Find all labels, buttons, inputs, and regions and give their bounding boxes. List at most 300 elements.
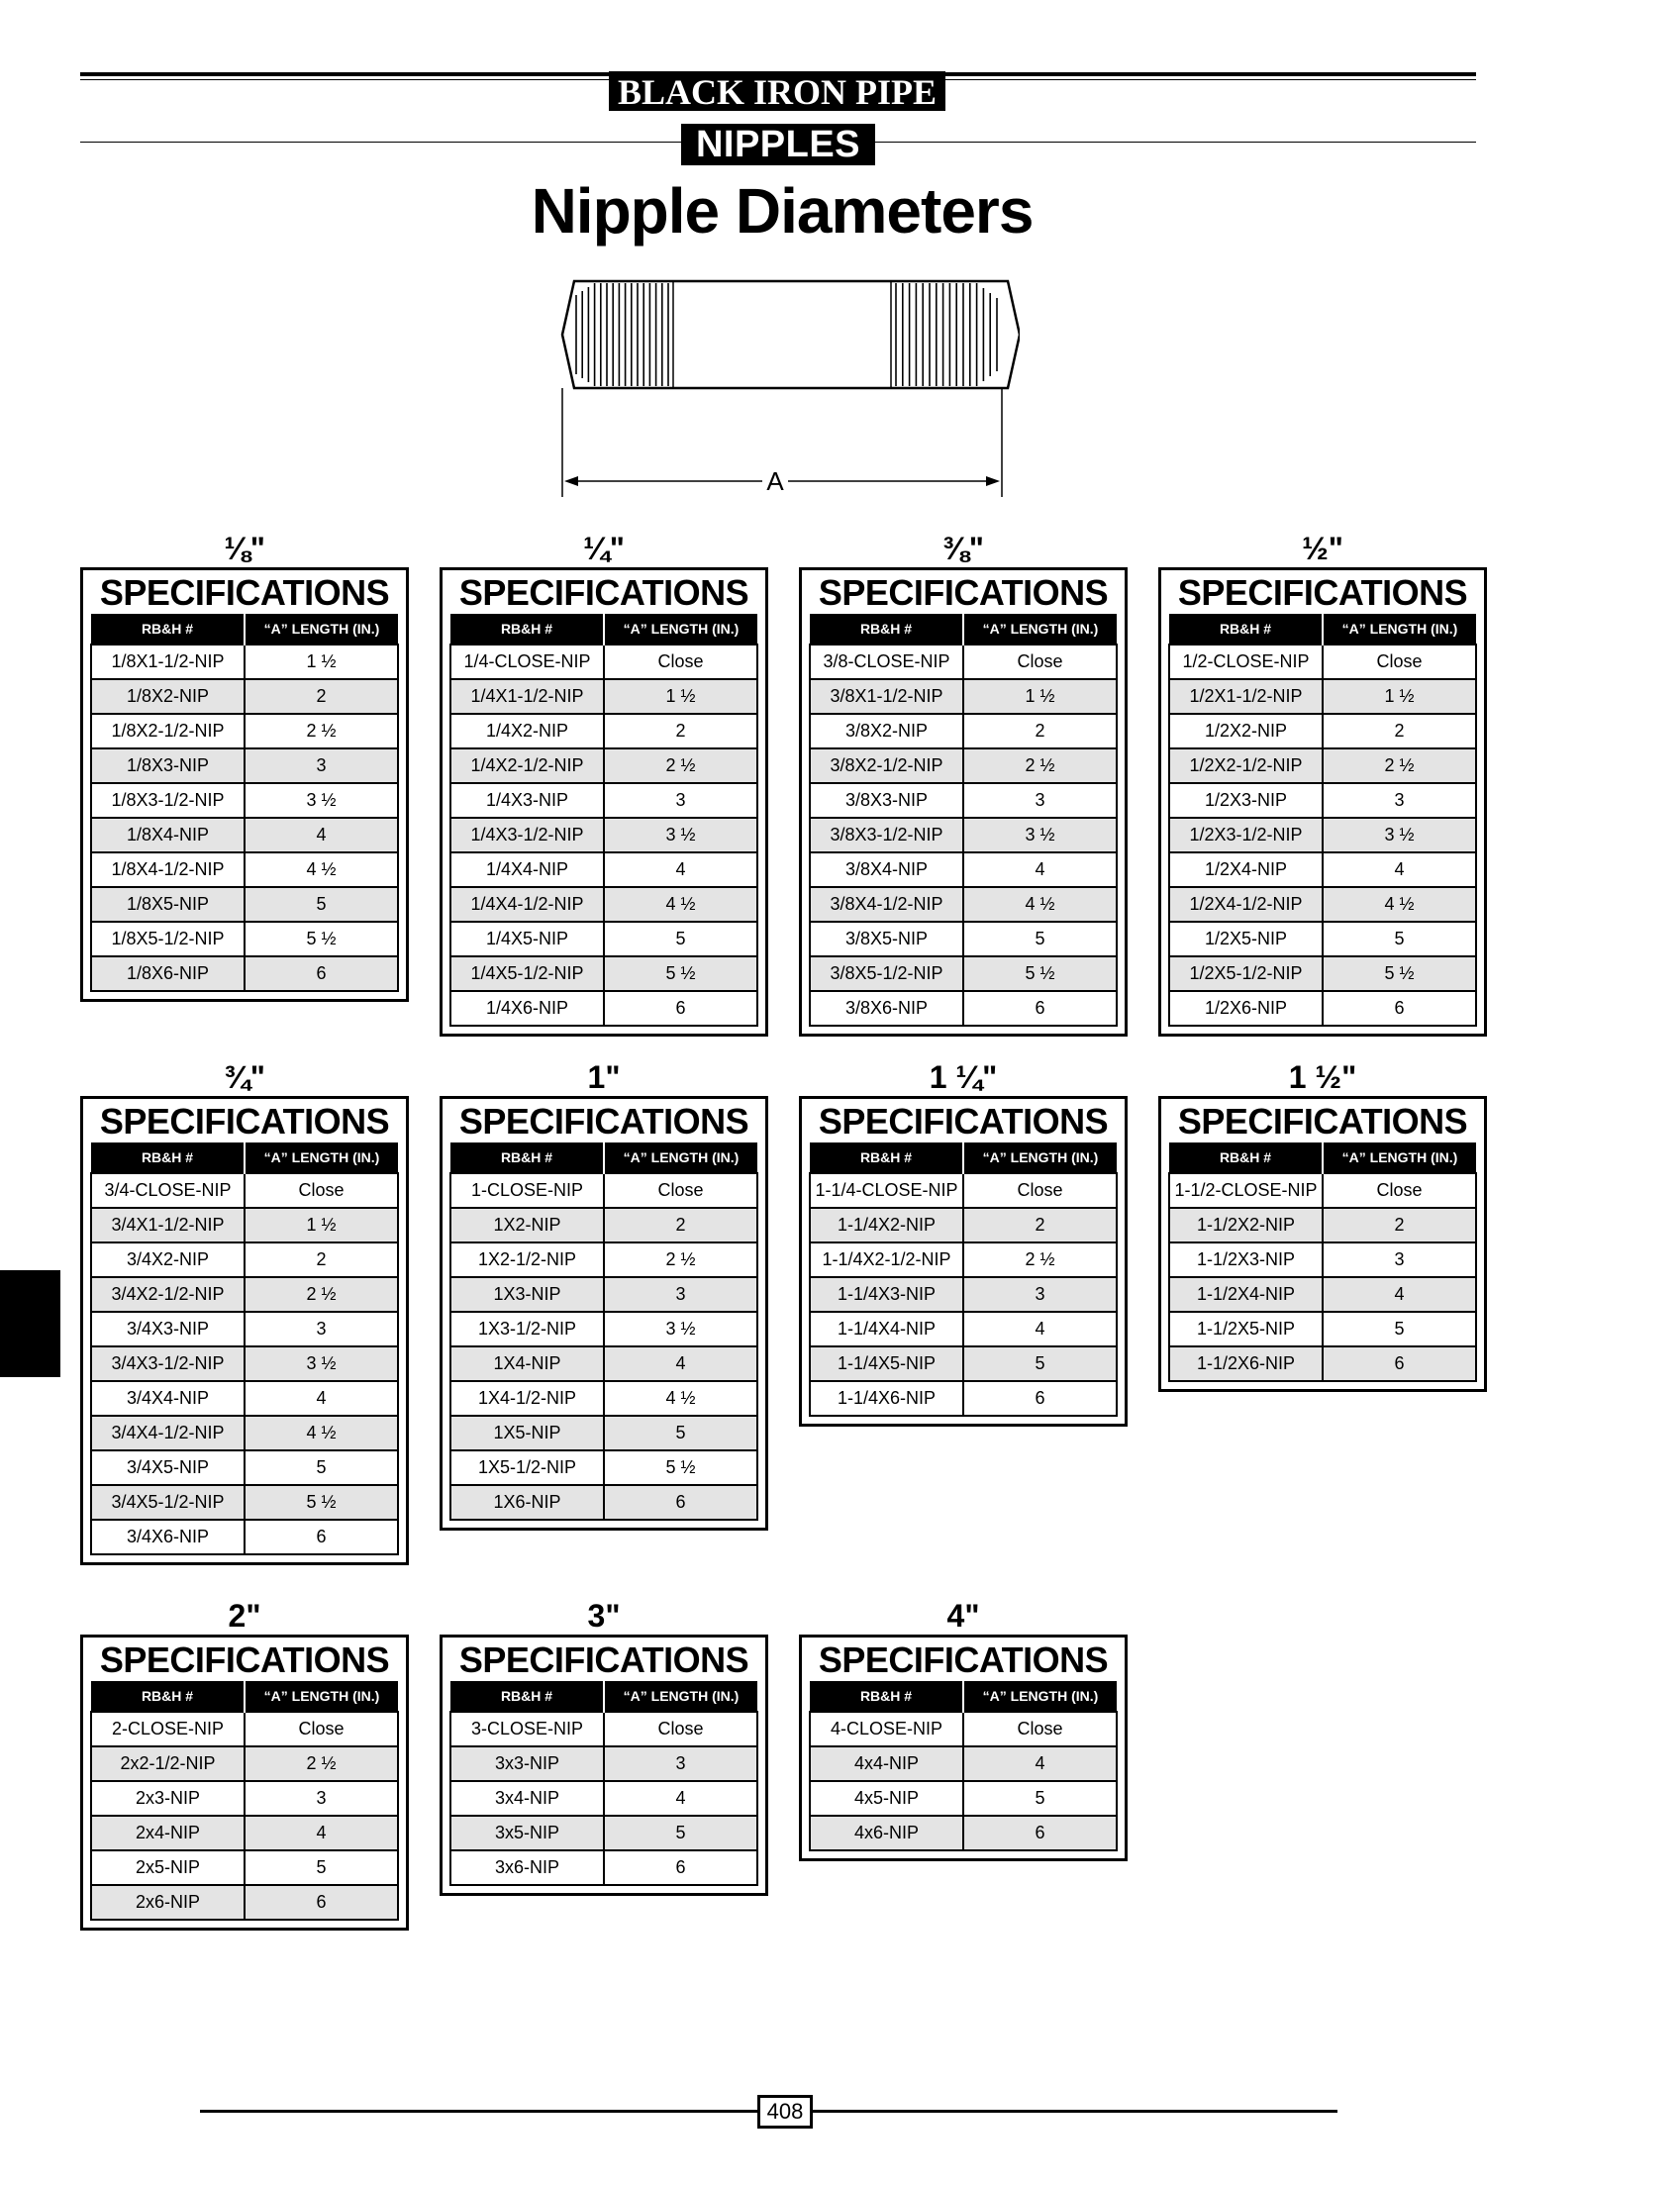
- column-header: RB&H #: [91, 614, 245, 645]
- column-header: RB&H #: [91, 1142, 245, 1173]
- spec-box: [440, 1635, 768, 1896]
- table-row: [1169, 818, 1476, 852]
- part-number-cell: 1-1/2X6-NIP: [1169, 1346, 1323, 1381]
- part-number-cell: 3/4X3-NIP: [91, 1312, 245, 1346]
- subcategory-banner: NIPPLES: [681, 124, 875, 165]
- column-header: RB&H #: [810, 614, 963, 645]
- part-number-cell: 3/8X3-NIP: [810, 783, 963, 818]
- part-number-cell: 1X4-1/2-NIP: [450, 1381, 604, 1416]
- table-row: [810, 1277, 1117, 1312]
- length-cell: 3: [245, 748, 398, 783]
- part-number-cell: 3/8X2-1/2-NIP: [810, 748, 963, 783]
- spec-box: [799, 1096, 1128, 1427]
- part-number-cell: 3/4X2-NIP: [91, 1242, 245, 1277]
- part-number-cell: 1/2X3-NIP: [1169, 783, 1323, 818]
- length-cell: 4 ½: [604, 1381, 757, 1416]
- length-cell: 1 ½: [604, 679, 757, 714]
- part-number-cell: 1/2X6-NIP: [1169, 991, 1323, 1026]
- spec-table-block: [1158, 530, 1487, 1037]
- part-number-cell: 3x5-NIP: [450, 1816, 604, 1850]
- table-row: [810, 1312, 1117, 1346]
- spec-table: [449, 1142, 758, 1521]
- table-row: [450, 1781, 757, 1816]
- part-number-cell: 1X5-1/2-NIP: [450, 1450, 604, 1485]
- length-cell: Close: [604, 1173, 757, 1208]
- part-number-cell: 2x2-1/2-NIP: [91, 1746, 245, 1781]
- table-row: [450, 1416, 757, 1450]
- part-number-cell: 3/4X4-NIP: [91, 1381, 245, 1416]
- part-number-cell: 3/8X5-1/2-NIP: [810, 956, 963, 991]
- table-row: [450, 991, 757, 1026]
- length-cell: 5: [604, 922, 757, 956]
- length-cell: 5: [604, 1816, 757, 1850]
- table-row: [91, 748, 398, 783]
- length-cell: 3 ½: [963, 818, 1117, 852]
- table-row: [450, 1816, 757, 1850]
- spec-title: SPECIFICATIONS: [458, 1639, 749, 1680]
- part-number-cell: 1/4X3-1/2-NIP: [450, 818, 604, 852]
- column-header: “A” LENGTH (IN.): [1323, 614, 1476, 645]
- table-row: [450, 1746, 757, 1781]
- length-cell: 2 ½: [604, 748, 757, 783]
- part-number-cell: 1-1/4X5-NIP: [810, 1346, 963, 1381]
- spec-title: SPECIFICATIONS: [99, 572, 390, 613]
- length-cell: 5 ½: [604, 1450, 757, 1485]
- part-number-cell: 1X2-1/2-NIP: [450, 1242, 604, 1277]
- length-cell: 2 ½: [963, 748, 1117, 783]
- spec-box: [440, 567, 768, 1037]
- length-cell: 3: [604, 1277, 757, 1312]
- part-number-cell: 1-1/2X2-NIP: [1169, 1208, 1323, 1242]
- length-cell: 5 ½: [963, 956, 1117, 991]
- part-number-cell: 3x6-NIP: [450, 1850, 604, 1885]
- table-row: [91, 645, 398, 679]
- part-number-cell: 1/8X6-NIP: [91, 956, 245, 991]
- spec-table: [90, 1142, 399, 1555]
- part-number-cell: 3/4X5-1/2-NIP: [91, 1485, 245, 1520]
- part-number-cell: 1/2X3-1/2-NIP: [1169, 818, 1323, 852]
- length-cell: 3: [604, 1746, 757, 1781]
- spec-table-block: [1158, 1058, 1487, 1392]
- table-row: [1169, 714, 1476, 748]
- spec-table: [1168, 1142, 1477, 1382]
- table-row: [450, 645, 757, 679]
- table-row: [450, 956, 757, 991]
- column-header: RB&H #: [810, 1142, 963, 1173]
- length-cell: 5: [1323, 922, 1476, 956]
- table-row: [450, 1450, 757, 1485]
- page-number: 408: [757, 2095, 813, 2129]
- part-number-cell: 1/8X3-NIP: [91, 748, 245, 783]
- spec-table: [809, 1142, 1118, 1417]
- table-row: [450, 1242, 757, 1277]
- part-number-cell: 2x5-NIP: [91, 1850, 245, 1885]
- length-cell: 3 ½: [245, 783, 398, 818]
- part-number-cell: 1/4X4-NIP: [450, 852, 604, 887]
- part-number-cell: 1-1/2X3-NIP: [1169, 1242, 1323, 1277]
- table-row: [810, 1816, 1117, 1850]
- part-number-cell: 1-1/4X4-NIP: [810, 1312, 963, 1346]
- table-row: [450, 1485, 757, 1520]
- length-cell: 1 ½: [963, 679, 1117, 714]
- part-number-cell: 1/2X2-1/2-NIP: [1169, 748, 1323, 783]
- length-cell: 4 ½: [245, 1416, 398, 1450]
- length-cell: 5 ½: [604, 956, 757, 991]
- spec-title: SPECIFICATIONS: [818, 1639, 1109, 1680]
- spec-table-block: [80, 1058, 409, 1565]
- length-cell: 2: [245, 679, 398, 714]
- length-cell: 2 ½: [245, 714, 398, 748]
- table-row: [810, 887, 1117, 922]
- part-number-cell: 3/8-CLOSE-NIP: [810, 645, 963, 679]
- table-row: [450, 818, 757, 852]
- table-row: [1169, 1312, 1476, 1346]
- table-row: [810, 1381, 1117, 1416]
- spec-title: SPECIFICATIONS: [818, 1101, 1109, 1142]
- part-number-cell: 1X3-1/2-NIP: [450, 1312, 604, 1346]
- table-row: [91, 679, 398, 714]
- part-number-cell: 1X3-NIP: [450, 1277, 604, 1312]
- column-header: “A” LENGTH (IN.): [963, 614, 1117, 645]
- spec-table: [449, 614, 758, 1027]
- column-header: “A” LENGTH (IN.): [963, 1681, 1117, 1712]
- length-cell: Close: [1323, 645, 1476, 679]
- part-number-cell: 4x6-NIP: [810, 1816, 963, 1850]
- column-header: “A” LENGTH (IN.): [245, 614, 398, 645]
- table-row: [810, 922, 1117, 956]
- length-cell: 6: [604, 1850, 757, 1885]
- table-row: [1169, 922, 1476, 956]
- length-cell: 3: [963, 1277, 1117, 1312]
- table-row: [810, 679, 1117, 714]
- length-cell: 4: [1323, 1277, 1476, 1312]
- part-number-cell: 1/8X1-1/2-NIP: [91, 645, 245, 679]
- part-number-cell: 2x3-NIP: [91, 1781, 245, 1816]
- length-cell: 4: [963, 852, 1117, 887]
- spec-table: [90, 614, 399, 992]
- spec-table-block: [440, 530, 768, 1037]
- table-row: [91, 783, 398, 818]
- part-number-cell: 1-1/4X3-NIP: [810, 1277, 963, 1312]
- table-row: [91, 1277, 398, 1312]
- length-cell: 2 ½: [245, 1277, 398, 1312]
- spec-box: [80, 567, 409, 1002]
- table-row: [810, 991, 1117, 1026]
- part-number-cell: 1/4X6-NIP: [450, 991, 604, 1026]
- size-label: 1 ½": [1288, 1059, 1357, 1095]
- length-cell: 2 ½: [245, 1746, 398, 1781]
- size-label: 1": [587, 1059, 621, 1095]
- part-number-cell: 3/8X3-1/2-NIP: [810, 818, 963, 852]
- length-cell: 6: [604, 991, 757, 1026]
- table-row: [91, 1381, 398, 1416]
- length-cell: 2: [963, 1208, 1117, 1242]
- length-cell: 2: [1323, 1208, 1476, 1242]
- table-row: [450, 1208, 757, 1242]
- length-cell: 4: [963, 1312, 1117, 1346]
- size-label: ¾": [224, 1059, 265, 1095]
- length-cell: 5: [963, 922, 1117, 956]
- part-number-cell: 1/2X5-1/2-NIP: [1169, 956, 1323, 991]
- length-cell: 4: [604, 1346, 757, 1381]
- part-number-cell: 1X2-NIP: [450, 1208, 604, 1242]
- part-number-cell: 1/4X2-1/2-NIP: [450, 748, 604, 783]
- table-row: [450, 1346, 757, 1381]
- part-number-cell: 1X4-NIP: [450, 1346, 604, 1381]
- table-row: [91, 1850, 398, 1885]
- length-cell: Close: [963, 1712, 1117, 1746]
- length-cell: 3: [245, 1312, 398, 1346]
- table-row: [810, 714, 1117, 748]
- table-row: [1169, 679, 1476, 714]
- part-number-cell: 1-1/2X4-NIP: [1169, 1277, 1323, 1312]
- part-number-cell: 3/8X6-NIP: [810, 991, 963, 1026]
- length-cell: Close: [1323, 1173, 1476, 1208]
- table-row: [810, 1208, 1117, 1242]
- page-title: Nipple Diameters: [531, 175, 1034, 247]
- column-header: “A” LENGTH (IN.): [1323, 1142, 1476, 1173]
- table-row: [91, 1312, 398, 1346]
- column-header: RB&H #: [1169, 1142, 1323, 1173]
- length-cell: 4: [245, 1381, 398, 1416]
- spec-table-block: [80, 1597, 409, 1931]
- part-number-cell: 1/2X2-NIP: [1169, 714, 1323, 748]
- table-row: [450, 1850, 757, 1885]
- table-row: [450, 1277, 757, 1312]
- part-number-cell: 1X5-NIP: [450, 1416, 604, 1450]
- table-row: [810, 956, 1117, 991]
- length-cell: Close: [963, 1173, 1117, 1208]
- table-row: [1169, 1346, 1476, 1381]
- table-row: [91, 1520, 398, 1554]
- spec-box: [799, 567, 1128, 1037]
- length-cell: 5: [963, 1781, 1117, 1816]
- pipe-nipple-illustration: [554, 277, 1020, 500]
- column-header: “A” LENGTH (IN.): [245, 1681, 398, 1712]
- length-cell: 2 ½: [963, 1242, 1117, 1277]
- column-header: “A” LENGTH (IN.): [604, 1142, 757, 1173]
- table-row: [810, 1173, 1117, 1208]
- length-cell: 2: [604, 1208, 757, 1242]
- table-row: [91, 1173, 398, 1208]
- part-number-cell: 3/4X6-NIP: [91, 1520, 245, 1554]
- length-cell: 1 ½: [245, 1208, 398, 1242]
- table-row: [810, 1781, 1117, 1816]
- length-cell: 4 ½: [245, 852, 398, 887]
- part-number-cell: 1/4X3-NIP: [450, 783, 604, 818]
- part-number-cell: 1-1/2X5-NIP: [1169, 1312, 1323, 1346]
- length-cell: Close: [604, 1712, 757, 1746]
- spec-table-block: [799, 1058, 1128, 1427]
- table-row: [1169, 1277, 1476, 1312]
- part-number-cell: 3/8X1-1/2-NIP: [810, 679, 963, 714]
- table-row: [91, 887, 398, 922]
- length-cell: 2: [604, 714, 757, 748]
- table-row: [1169, 1208, 1476, 1242]
- length-cell: 3: [963, 783, 1117, 818]
- part-number-cell: 1/4-CLOSE-NIP: [450, 645, 604, 679]
- dimension-label-a: A: [766, 466, 784, 496]
- column-header: RB&H #: [450, 1142, 604, 1173]
- part-number-cell: 1-CLOSE-NIP: [450, 1173, 604, 1208]
- length-cell: 5 ½: [1323, 956, 1476, 991]
- length-cell: 3: [245, 1781, 398, 1816]
- table-row: [810, 1746, 1117, 1781]
- length-cell: 6: [963, 1816, 1117, 1850]
- spec-table-block: [440, 1058, 768, 1531]
- column-header: “A” LENGTH (IN.): [604, 614, 757, 645]
- size-label: ⅛": [224, 531, 265, 566]
- part-number-cell: 3/4X1-1/2-NIP: [91, 1208, 245, 1242]
- length-cell: 2 ½: [1323, 748, 1476, 783]
- part-number-cell: 1-1/4X2-1/2-NIP: [810, 1242, 963, 1277]
- table-row: [1169, 1242, 1476, 1277]
- table-row: [450, 714, 757, 748]
- table-row: [450, 783, 757, 818]
- spec-box: [1158, 567, 1487, 1037]
- length-cell: 5 ½: [245, 1485, 398, 1520]
- table-row: [91, 1781, 398, 1816]
- length-cell: Close: [604, 645, 757, 679]
- part-number-cell: 2x4-NIP: [91, 1816, 245, 1850]
- size-label: ⅜": [942, 531, 984, 566]
- table-row: [91, 1208, 398, 1242]
- part-number-cell: 1/4X5-1/2-NIP: [450, 956, 604, 991]
- part-number-cell: 1-1/4X2-NIP: [810, 1208, 963, 1242]
- part-number-cell: 1/4X2-NIP: [450, 714, 604, 748]
- part-number-cell: 3/8X4-NIP: [810, 852, 963, 887]
- spec-table-block: [799, 530, 1128, 1037]
- table-row: [1169, 748, 1476, 783]
- length-cell: 5: [1323, 1312, 1476, 1346]
- table-row: [450, 922, 757, 956]
- part-number-cell: 4x5-NIP: [810, 1781, 963, 1816]
- size-label: ¼": [583, 531, 625, 566]
- table-row: [91, 714, 398, 748]
- length-cell: 4: [245, 818, 398, 852]
- length-cell: 5: [604, 1416, 757, 1450]
- table-row: [450, 679, 757, 714]
- length-cell: 5: [963, 1346, 1117, 1381]
- column-header: RB&H #: [450, 614, 604, 645]
- spec-box: [80, 1635, 409, 1931]
- spec-title: SPECIFICATIONS: [99, 1101, 390, 1142]
- length-cell: 2 ½: [604, 1242, 757, 1277]
- table-row: [450, 1312, 757, 1346]
- length-cell: 2: [245, 1242, 398, 1277]
- length-cell: 2: [963, 714, 1117, 748]
- column-header: “A” LENGTH (IN.): [963, 1142, 1117, 1173]
- length-cell: 3: [1323, 783, 1476, 818]
- table-row: [91, 922, 398, 956]
- length-cell: 5: [245, 887, 398, 922]
- nipple-diagram: [554, 277, 1020, 505]
- part-number-cell: 1/2X1-1/2-NIP: [1169, 679, 1323, 714]
- table-row: [91, 1712, 398, 1746]
- column-header: RB&H #: [1169, 614, 1323, 645]
- spec-table: [809, 614, 1118, 1027]
- table-row: [450, 887, 757, 922]
- spec-table: [809, 1681, 1118, 1851]
- spec-table-block: [799, 1597, 1128, 1861]
- table-row: [91, 1746, 398, 1781]
- table-row: [810, 818, 1117, 852]
- table-row: [91, 1485, 398, 1520]
- part-number-cell: 3x4-NIP: [450, 1781, 604, 1816]
- table-row: [1169, 1173, 1476, 1208]
- part-number-cell: 1/2-CLOSE-NIP: [1169, 645, 1323, 679]
- table-row: [810, 1242, 1117, 1277]
- length-cell: 4: [245, 1816, 398, 1850]
- table-row: [91, 1816, 398, 1850]
- table-row: [450, 1381, 757, 1416]
- part-number-cell: 3/8X5-NIP: [810, 922, 963, 956]
- part-number-cell: 4-CLOSE-NIP: [810, 1712, 963, 1746]
- spec-title: SPECIFICATIONS: [818, 572, 1109, 613]
- table-row: [450, 748, 757, 783]
- length-cell: 4: [963, 1746, 1117, 1781]
- part-number-cell: 1/8X2-NIP: [91, 679, 245, 714]
- table-row: [810, 748, 1117, 783]
- size-label: 1 ¼": [929, 1059, 998, 1095]
- table-row: [450, 1712, 757, 1746]
- column-header: RB&H #: [450, 1681, 604, 1712]
- spec-box: [80, 1096, 409, 1565]
- spec-table-block: [80, 530, 409, 1002]
- table-row: [91, 1346, 398, 1381]
- part-number-cell: 3/4X5-NIP: [91, 1450, 245, 1485]
- table-row: [1169, 852, 1476, 887]
- length-cell: 3 ½: [604, 1312, 757, 1346]
- part-number-cell: 1/8X4-NIP: [91, 818, 245, 852]
- table-row: [91, 1416, 398, 1450]
- spec-box: [799, 1635, 1128, 1861]
- length-cell: 4: [604, 1781, 757, 1816]
- spec-box: [440, 1096, 768, 1531]
- part-number-cell: 1/8X5-1/2-NIP: [91, 922, 245, 956]
- part-number-cell: 1/2X5-NIP: [1169, 922, 1323, 956]
- size-label: ½": [1302, 531, 1343, 566]
- length-cell: 4 ½: [963, 887, 1117, 922]
- part-number-cell: 3/4X2-1/2-NIP: [91, 1277, 245, 1312]
- part-number-cell: 1/8X3-1/2-NIP: [91, 783, 245, 818]
- length-cell: Close: [245, 1712, 398, 1746]
- size-label: 2": [228, 1598, 261, 1634]
- table-row: [810, 645, 1117, 679]
- spec-table-block: [440, 1597, 768, 1896]
- part-number-cell: 1-1/4-CLOSE-NIP: [810, 1173, 963, 1208]
- length-cell: 4 ½: [1323, 887, 1476, 922]
- length-cell: 5 ½: [245, 922, 398, 956]
- spec-title: SPECIFICATIONS: [1177, 572, 1468, 613]
- part-number-cell: 1/4X4-1/2-NIP: [450, 887, 604, 922]
- part-number-cell: 1/4X1-1/2-NIP: [450, 679, 604, 714]
- category-banner: BLACK IRON PIPE: [609, 71, 945, 111]
- length-cell: Close: [245, 1173, 398, 1208]
- spec-title: SPECIFICATIONS: [1177, 1101, 1468, 1142]
- column-header: RB&H #: [810, 1681, 963, 1712]
- table-row: [1169, 645, 1476, 679]
- table-row: [810, 1712, 1117, 1746]
- length-cell: 6: [245, 1885, 398, 1920]
- column-header: “A” LENGTH (IN.): [245, 1142, 398, 1173]
- length-cell: 4 ½: [604, 887, 757, 922]
- table-row: [91, 852, 398, 887]
- length-cell: 3: [1323, 1242, 1476, 1277]
- spec-box: [1158, 1096, 1487, 1392]
- length-cell: 6: [1323, 991, 1476, 1026]
- size-label: 4": [946, 1598, 980, 1634]
